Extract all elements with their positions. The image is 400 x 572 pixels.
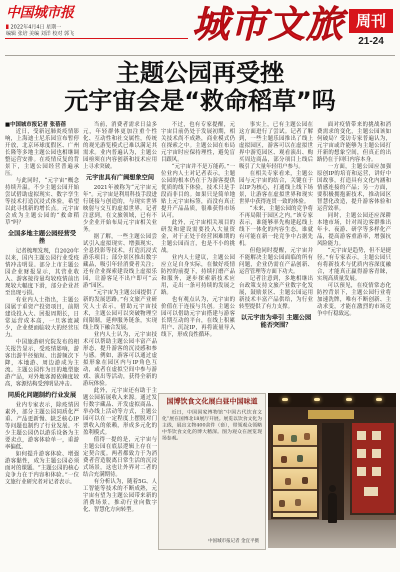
artifact-icon bbox=[297, 455, 303, 462]
article-subhead: 以元宇宙为牵引 主题公园能否突围？ bbox=[240, 313, 312, 329]
artifact-icon bbox=[278, 434, 284, 441]
article-paragraph: 有分析认为，随着5G、人工智能等技术的不断成熟，元宇宙有望为主题公园带来新的消费场景，推动行业向数字化、智慧化方向转型。 bbox=[83, 478, 157, 513]
article-subhead: 全国多地主题公园经营受挫 bbox=[7, 229, 77, 245]
article-column-3 bbox=[161, 121, 235, 386]
newspaper-logo: 中国城市报 bbox=[6, 5, 74, 21]
photo-caption-text: 近日，中国国家博物馆“中国古代饮食文化”展在国博北18展厅开展。展览以饮食文化为主线，展出文物400余件（套），带领观众领略中华饮食文化的博大精深。图为观众在展览现场参观。 bbox=[162, 409, 262, 441]
artifact-icon bbox=[357, 449, 366, 458]
article-paragraph: 当前，消费者需求日益多元，年轻群体更加注重个性化、互动性和社交属性，传统的观光游览模式已难以满足其需求。业内普遍认为，主题公园亟须在内容创新和技术应用上寻求突破。 bbox=[83, 121, 157, 170]
artifact-icon bbox=[372, 467, 381, 476]
article-paragraph: 如何提升游客体验、增强游客黏性，成为主题公园必须面对的课题。“主题公园的核心竞争力在于内容和体验。”一位文旅行业研究者对记者表示。 bbox=[5, 450, 79, 485]
article-paragraph: 值得一提的是，元宇宙与主题公园在底层逻辑上存在一定契合度。两者都致力于为消费者营造脱离日常生活的沉浸式场景，这也让外界对二者的结合充满期待。 bbox=[83, 436, 157, 478]
artifact-icon bbox=[364, 487, 378, 496]
article-paragraph: 此外，元宇宙还有助于主题公园拓展收入来源。通过发行数字藏品、开发虚拟商品、举办线上活动等方式，主题公园可以在一定程度上摆脱对门票收入的依赖，形成多元化的盈利模式。 bbox=[83, 387, 157, 436]
article-paragraph: 业内人士建议，主题公园应立足自身实际，在做好疫情防控的前提下，持续打磨产品和服务，逐步探索新技术应用，走出一条可持续的发展之路。 bbox=[161, 254, 235, 296]
artifact-icon bbox=[357, 467, 366, 476]
article-paragraph: 也有观点认为，元宇宙的价值在于连接与共创。主题公园可以借助元宇宙搭建与游客长期互动的平台，在线上积累用户、沉淀IP，再将流量导入线下，形成良性循环。 bbox=[161, 296, 235, 338]
artifact-icon bbox=[281, 456, 287, 463]
article-paragraph: 同时，主题公园还应深耕本地市场，针对周边客群推出年卡、夜游、研学等多样化产品，提高游客重游率，增强抗风险能力。 bbox=[317, 212, 391, 247]
staff-credits: 编辑 张培 美编 刘洋 校对 郭飞 bbox=[6, 31, 74, 37]
photo-credit: 中国城市报记者 金宜平摄 bbox=[208, 538, 259, 544]
masthead-divider bbox=[5, 38, 188, 39]
display-panel-right bbox=[350, 421, 396, 515]
article-paragraph: 记者梳理发现，自2020年以来，国内主题公园行业受疫情冲击明显。部分上市主题公园企业财报显示，其营业收入、游客接待量均较疫情前出现较大幅度下滑，部分企业甚至出现亏损。 bbox=[5, 247, 79, 296]
ceiling-light-icon bbox=[282, 398, 288, 401]
artifact-icon bbox=[295, 499, 301, 506]
article-column-4 bbox=[239, 121, 313, 386]
article-paragraph: “元宇宙并不是万能药。”一位业内人士对记者表示，主题公园的根本仍在于为游客提供优质的线下体验，技术只是手段而非目的。如果只是简单地贴上元宇宙标签，而没有真正提升产品品质，很难获得市场认可。 bbox=[161, 163, 235, 219]
article-paragraph: 业内人士认为，元宇宙技术可以帮助主题公园丰富产品形态，提升游客的沉浸感和参与感。例如，游客可以通过虚拟形象在园区内与IP角色互动，或者在虚拟空间中参与游戏、演出等活动，获得全新的游玩体验。 bbox=[83, 331, 157, 387]
article-paragraph: 此外，元宇宙相关项目的研发和建设需要投入大量资金，对于正处于经营困难期的主题公园而言，也是不小的挑战。 bbox=[161, 219, 235, 254]
article-paragraph: 据了解，一些主题公园尝试引入虚拟现实、增强现实、全息投影等技术，打造沉浸式游乐项目；部分景区推出数字藏品，吸引年轻消费者关注；还有企业探索建设线上虚拟乐园，让游客足不出户即可“云游”园区。 bbox=[83, 233, 157, 289]
display-case-left bbox=[271, 423, 319, 519]
article-paragraph: 业内专家表示，除疫情因素外，部分主题公园同质化严重、产品更新慢、缺乏核心IP等问题也制约了行业发展。不少主题公园仍以游乐设备为主要卖点，游客体验单一，重游率偏低。 bbox=[5, 401, 79, 450]
headline-line-2: 元宇宙会是“救命稻草”吗 bbox=[64, 87, 336, 115]
article-byline: ■中国城市报记者 张蓓蓓 bbox=[5, 121, 66, 128]
photo-caption-content bbox=[162, 397, 262, 546]
artifact-icon bbox=[302, 477, 308, 484]
artifact-icon bbox=[304, 433, 310, 440]
issue-date: 2022年4月4日 星期一 bbox=[6, 24, 191, 31]
article-paragraph: “元宇宙是趋势，但不是捷径。”有专家表示，主题公园只有将新技术与优质内容深度融合，才能真正赢得游客青睐，实现高质量发展。 bbox=[317, 247, 391, 282]
article-paragraph: 记者注意到，多地相继出台政策支持文旅产业数字化发展，鼓励景区、主题公园运用新技术丰富产品供给，为行业转型提供了有力支撑。 bbox=[239, 275, 313, 310]
header-rule bbox=[5, 55, 395, 56]
ceiling-light-icon bbox=[314, 398, 320, 401]
issue-meta bbox=[6, 24, 191, 38]
article-paragraph: “元宇宙为主题公园提供了新的发展思路。”有文旅产业研究人士表示，借助元宇宙技术，主题公园可以突破物理空间限制，延伸服务链条，实现线上线下融合发展。 bbox=[83, 289, 157, 331]
exhibit-plaque bbox=[308, 410, 354, 419]
photo-caption-box bbox=[158, 393, 266, 550]
artifact-icon bbox=[285, 478, 291, 485]
artifact-icon bbox=[372, 449, 381, 458]
article-paragraph: 一方面，主题公园应加强原创IP的培育和运营，讲好中国故事，打造具有文化内涵和情感连接的产品；另一方面，要积极拥抱新技术，推动园区智慧化改造，提升游客体验和运营效率。 bbox=[317, 163, 391, 212]
article-paragraph: 近日，受新冠肺炎疫情影响，上海迪士尼乐园宣布暂停开放，北京环球度假区、广州长隆等多地主题公园也相继调整运营安排。在疫情反复的背景下，主题公园经营普遍承压。 bbox=[5, 128, 79, 177]
visitor-figure-icon bbox=[329, 485, 336, 492]
photo-floor bbox=[268, 520, 396, 548]
exhibition-hall-photo bbox=[268, 393, 396, 548]
page-range: 21-24 bbox=[358, 36, 384, 47]
photo-caption-title: 国博饮食文化展白昼中国味道 bbox=[166, 397, 258, 406]
article-column-5 bbox=[317, 121, 391, 386]
visitor-figure-icon bbox=[328, 493, 337, 523]
artifact-icon bbox=[291, 435, 297, 442]
article-paragraph: 事实上，已有主题公园在这方面进行了尝试。记者了解到，一些主题乐园推出了线上虚拟园区，游客可以在虚拟世界中游览园区、观看演出、购买周边商品，部分项目上线后吸引了大量年轻用户参与。 bbox=[239, 121, 313, 170]
article-paragraph: 2021年被称为“元宇宙元年”。元宇宙是利用科技手段进行链接与创造的，与现实世界映射与交互的虚拟世界。记者注意到，在文旅领域，已有不少企业开始布局元宇宙相关业务。 bbox=[83, 184, 157, 233]
article-subhead: 元宇宙具有广阔想象空间 bbox=[85, 173, 155, 181]
article-paragraph: 中国旅游研究院发布的相关报告显示，受疫情影响，游客出游半径缩短、出游频次下降，本地游、周边游成为主流。主题公园作为目的地型旅游产品，对外地客源依赖度较高，客源结构受到明显冲击。 bbox=[5, 338, 79, 387]
article-paragraph: 面对疫情带来的挑战和消费需求的变化，主题公园该如何破局？受访专家普遍认为，元宇宙或许能够为主题公园打开新的想象空间，但真正的出路仍在于回归内容本身。 bbox=[317, 121, 391, 163]
article-paragraph: 可以预见，在疫情常态化防控背景下，主题公园行业将加速洗牌，唯有不断创新、主动求变，才能在激烈的市场竞争中行稳致远。 bbox=[317, 282, 391, 317]
article-paragraph: 与此同时，“元宇宙”概念持续升温。不少主题公园开始尝试借助虚拟现实、数字孪生等技术打造沉浸式体验，希望以此寻找新的增长点。元宇宙会成为主题公园的“救命稻草”吗？ bbox=[5, 177, 79, 226]
article-column-1 bbox=[5, 121, 79, 558]
article-paragraph: “未来，主题公园的竞争将不再局限于园区之内。”该专家表示，谁能够率先构建起线上线下一体化的内容生态，谁就有可能在新一轮竞争中占据先机。 bbox=[239, 205, 313, 247]
article-column-2 bbox=[83, 121, 157, 558]
article-subhead: 同质化问题制约行业发展 bbox=[7, 391, 77, 399]
artifact-icon bbox=[279, 500, 285, 507]
article-paragraph: 但他同时提醒，元宇宙并不能解决主题公园面临的所有问题，企业仍需在产品创新、运营管理等方面下功夫。 bbox=[239, 247, 313, 275]
section-title: 城市文旅 bbox=[192, 3, 344, 46]
artifact-icon bbox=[372, 431, 381, 440]
ceiling-light-icon bbox=[376, 398, 382, 401]
headline-line-1: 主题公园再受挫 bbox=[116, 59, 284, 87]
artifact-icon bbox=[357, 431, 366, 440]
ceiling-light-icon bbox=[346, 398, 352, 401]
article-paragraph: 在相关专家看来，主题公园与元宇宙的结合，关键在于以IP为核心，打通线上线下场景，让游客在虚拟世界和现实世界中获得连贯一致的体验。 bbox=[239, 170, 313, 205]
article-paragraph: 不过，也有专家提醒，元宇宙目前仍处于发展初期，相关技术尚不成熟，商业模式仍在探索之中。主题公园在布局元宇宙时应保持理性，避免盲目跟风。 bbox=[161, 121, 235, 163]
article-paragraph: 有业内人士指出，主题公园属于重资产投资项目，前期建设投入大、回报周期长，日常运营成本高，一旦客流减少，企业便面临较大的经营压力。 bbox=[5, 296, 79, 338]
weekly-badge: 周刊 bbox=[349, 9, 393, 33]
